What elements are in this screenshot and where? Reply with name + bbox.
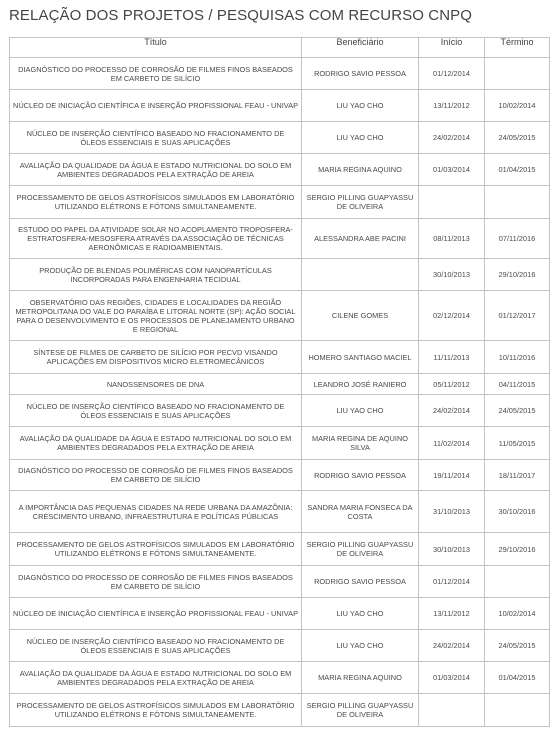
cell-inicio [419, 186, 485, 219]
cell-titulo: NÚCLEO DE INICIAÇÃO CIENTÍFICA E INSERÇÃO PROFISSIONAL FEAU - UNIVAP [10, 598, 302, 630]
cell-termino: 11/05/2015 [485, 427, 550, 460]
cell-titulo: AVALIAÇÃO DA QUALIDADE DA ÁGUA E ESTADO NUTRICIONAL DO SOLO EM AMBIENTES DEGRADADOS PELA EXTRAÇÃO DE AREIA [10, 427, 302, 460]
cell-titulo: NANOSSENSORES DE DNA [10, 374, 302, 395]
cell-inicio: 01/03/2014 [419, 154, 485, 186]
cell-titulo: NÚCLEO DE INSERÇÃO CIENTÍFICO BASEADO NO FRACIONAMENTO DE ÓLEOS ESSENCIAIS E SUAS APLICAÇÕES [10, 395, 302, 427]
cell-beneficiario: LIU YAO CHO [302, 598, 419, 630]
cell-termino: 18/11/2017 [485, 460, 550, 491]
table-row [10, 374, 550, 395]
cell-beneficiario: SERGIO PILLING GUAPYASSU DE OLIVEIRA [302, 694, 419, 727]
cell-termino: 10/11/2016 [485, 341, 550, 374]
cell-termino [485, 186, 550, 219]
cell-inicio: 11/02/2014 [419, 427, 485, 460]
cell-inicio: 30/10/2013 [419, 259, 485, 291]
cell-titulo: AVALIAÇÃO DA QUALIDADE DA ÁGUA E ESTADO NUTRICIONAL DO SOLO EM AMBIENTES DEGRADADOS PELA EXTRAÇÃO DE AREIA [10, 154, 302, 186]
table-row [10, 694, 550, 727]
table-row [10, 341, 550, 374]
cell-beneficiario: LIU YAO CHO [302, 630, 419, 662]
cell-inicio: 30/10/2013 [419, 533, 485, 566]
column-header-inicio: Início [419, 38, 485, 58]
cell-termino: 24/05/2015 [485, 122, 550, 154]
table-row [10, 58, 550, 90]
cell-inicio: 31/10/2013 [419, 491, 485, 533]
cell-beneficiario: RODRIGO SAVIO PESSOA [302, 460, 419, 491]
cell-beneficiario: CILENE GOMES [302, 291, 419, 341]
cell-termino: 10/02/2014 [485, 598, 550, 630]
cell-titulo: NÚCLEO DE INSERÇÃO CIENTÍFICO BASEADO NO FRACIONAMENTO DE ÓLEOS ESSENCIAIS E SUAS APLICAÇÕES [10, 122, 302, 154]
cell-titulo: PROCESSAMENTO DE GELOS ASTROFÍSICOS SIMULADOS EM LABORATÓRIO UTILIZANDO ELÉTRONS E FÓTONS SIMULTANEAMENTE. [10, 186, 302, 219]
cell-termino: 29/10/2016 [485, 259, 550, 291]
cell-beneficiario: SANDRA MARIA FONSECA DA COSTA [302, 491, 419, 533]
cell-beneficiario: MARIA REGINA DE AQUINO SILVA [302, 427, 419, 460]
cell-beneficiario: ALESSANDRA ABE PACINI [302, 219, 419, 259]
cell-titulo: OBSERVATÓRIO DAS REGIÕES, CIDADES E LOCALIDADES DA REGIÃO METROPOLITANA DO VALE DO PARAÍBA E LITORAL NORTE (SP): AÇÃO SOCIAL PARA O DESENVOLVIMENTO E OS PROCESSOS DE PLANEJAMENTO URBANO E REGIONAL [10, 291, 302, 341]
cell-beneficiario: LIU YAO CHO [302, 122, 419, 154]
cell-titulo: PROCESSAMENTO DE GELOS ASTROFÍSICOS SIMULADOS EM LABORATÓRIO UTILIZANDO ELÉTRONS E FÓTONS SIMULTANEAMENTE. [10, 694, 302, 727]
cell-termino: 01/04/2015 [485, 154, 550, 186]
cell-titulo: DIAGNÓSTICO DO PROCESSO DE CORROSÃO DE FILMES FINOS BASEADOS EM CARBETO DE SILÍCIO [10, 460, 302, 491]
cell-termino: 29/10/2016 [485, 533, 550, 566]
table-row [10, 662, 550, 694]
cell-inicio: 08/11/2013 [419, 219, 485, 259]
cell-termino: 07/11/2016 [485, 219, 550, 259]
cell-beneficiario: LEANDRO JOSÉ RANIERO [302, 374, 419, 395]
table-row [10, 630, 550, 662]
cell-termino: 30/10/2016 [485, 491, 550, 533]
cell-titulo: DIAGNÓSTICO DO PROCESSO DE CORROSÃO DE FILMES FINOS BASEADOS EM CARBETO DE SILÍCIO [10, 566, 302, 598]
table-row [10, 122, 550, 154]
cell-inicio: 24/02/2014 [419, 395, 485, 427]
page-title: RELAÇÃO DOS PROJETOS / PESQUISAS COM RECURSO CNPQ [9, 7, 473, 24]
column-header-termino: Término [485, 38, 550, 58]
cell-inicio: 11/11/2013 [419, 341, 485, 374]
cell-beneficiario: SERGIO PILLING GUAPYASSU DE OLIVEIRA [302, 186, 419, 219]
cell-beneficiario: SERGIO PILLING GUAPYASSU DE OLIVEIRA [302, 533, 419, 566]
cell-termino: 24/05/2015 [485, 630, 550, 662]
cell-titulo: DIAGNÓSTICO DO PROCESSO DE CORROSÃO DE FILMES FINOS BASEADOS EM CARBETO DE SILÍCIO [10, 58, 302, 90]
cell-inicio: 01/03/2014 [419, 662, 485, 694]
cell-beneficiario: RODRIGO SAVIO PESSOA [302, 566, 419, 598]
cell-titulo: NÚCLEO DE INICIAÇÃO CIENTÍFICA E INSERÇÃO PROFISSIONAL FEAU - UNIVAP [10, 90, 302, 122]
cell-beneficiario [302, 259, 419, 291]
cell-beneficiario: MARIA REGINA AQUINO [302, 154, 419, 186]
cell-titulo: PRODUÇÃO DE BLENDAS POLIMÉRICAS COM NANOPARTÍCULAS INCORPORADAS PARA ENGENHARIA TECIDUAL [10, 259, 302, 291]
cell-beneficiario: HOMERO SANTIAGO MACIEL [302, 341, 419, 374]
cell-titulo: ESTUDO DO PAPEL DA ATIVIDADE SOLAR NO ACOPLAMENTO TROPOSFERA-ESTRATOSFERA-MESOSFERA ATRAVÉS DA ASSOCIAÇÃO DE TÉCNICAS AERONÔMICAS E RADIOAMBIENTAIS. [10, 219, 302, 259]
cell-termino [485, 566, 550, 598]
cell-beneficiario: LIU YAO CHO [302, 395, 419, 427]
table-header-row [10, 38, 550, 58]
cell-titulo: A IMPORTÂNCIA DAS PEQUENAS CIDADES NA REDE URBANA DA AMAZÔNIA: CRESCIMENTO URBANO, INFRAESTRUTURA E POLÍTICAS PÚBLICAS [10, 491, 302, 533]
cell-termino: 10/02/2014 [485, 90, 550, 122]
cell-inicio: 24/02/2014 [419, 122, 485, 154]
cell-inicio: 01/12/2014 [419, 566, 485, 598]
table-row [10, 533, 550, 566]
cell-termino: 01/04/2015 [485, 662, 550, 694]
cell-termino: 24/05/2015 [485, 395, 550, 427]
table-row [10, 395, 550, 427]
cell-inicio: 13/11/2012 [419, 90, 485, 122]
cell-termino: 04/11/2015 [485, 374, 550, 395]
projects-table [9, 37, 550, 727]
cell-termino [485, 58, 550, 90]
cell-inicio: 19/11/2014 [419, 460, 485, 491]
table-row [10, 460, 550, 491]
cell-titulo: AVALIAÇÃO DA QUALIDADE DA ÁGUA E ESTADO NUTRICIONAL DO SOLO EM AMBIENTES DEGRADADOS PELA EXTRAÇÃO DE AREIA [10, 662, 302, 694]
table-row [10, 259, 550, 291]
table-row [10, 427, 550, 460]
cell-titulo: NÚCLEO DE INSERÇÃO CIENTÍFICO BASEADO NO FRACIONAMENTO DE ÓLEOS ESSENCIAIS E SUAS APLICAÇÕES [10, 630, 302, 662]
cell-inicio: 24/02/2014 [419, 630, 485, 662]
cell-termino: 01/12/2017 [485, 291, 550, 341]
cell-titulo: SÍNTESE DE FILMES DE CARBETO DE SILÍCIO POR PECVD VISANDO APLICAÇÕES EM DISPOSITIVOS MICRO ELETROMECÂNICOS [10, 341, 302, 374]
cell-inicio: 02/12/2014 [419, 291, 485, 341]
table-row [10, 566, 550, 598]
table-row [10, 154, 550, 186]
table-row [10, 186, 550, 219]
table-body [10, 58, 550, 727]
table-row [10, 90, 550, 122]
cell-titulo: PROCESSAMENTO DE GELOS ASTROFÍSICOS SIMULADOS EM LABORATÓRIO UTILIZANDO ELÉTRONS E FÓTONS SIMULTANEAMENTE. [10, 533, 302, 566]
column-header-titulo: Título [10, 38, 302, 58]
cell-termino [485, 694, 550, 727]
table-row [10, 598, 550, 630]
column-header-beneficiario: Beneficiário [302, 38, 419, 58]
cell-inicio: 01/12/2014 [419, 58, 485, 90]
cell-beneficiario: MARIA REGINA AQUINO [302, 662, 419, 694]
cell-inicio [419, 694, 485, 727]
cell-beneficiario: LIU YAO CHO [302, 90, 419, 122]
table-row [10, 219, 550, 259]
cell-beneficiario: RODRIGO SAVIO PESSOA [302, 58, 419, 90]
cell-inicio: 05/11/2012 [419, 374, 485, 395]
cell-inicio: 13/11/2012 [419, 598, 485, 630]
table-row [10, 491, 550, 533]
table-row [10, 291, 550, 341]
